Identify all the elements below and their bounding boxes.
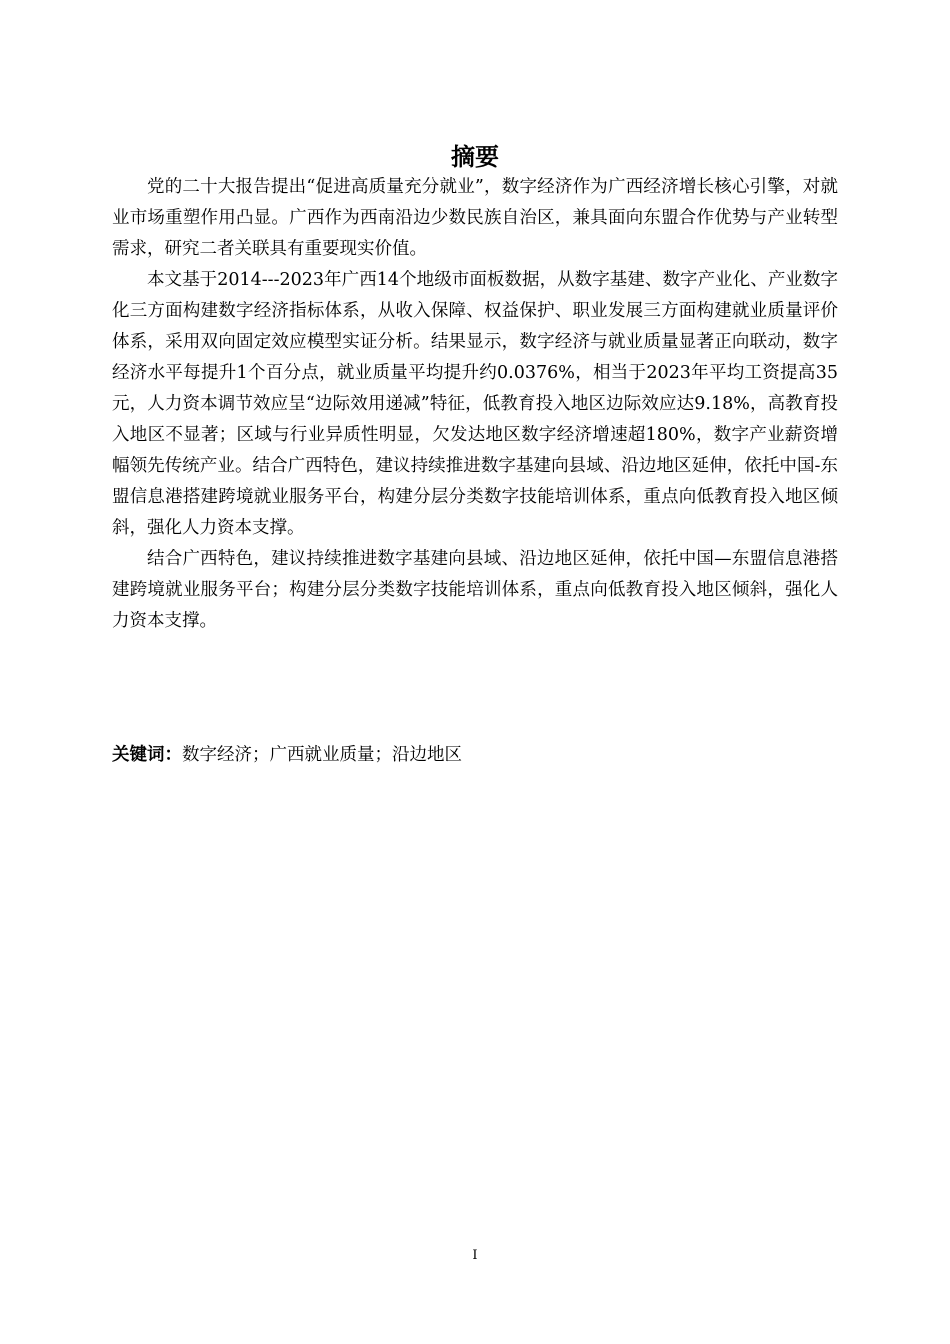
keywords-text: 数字经济；广西就业质量；沿边地区 — [182, 745, 462, 765]
abstract-paragraph-1: 党的二十大报告提出“促进高质量充分就业”，数字经济作为广西经济增长核心引擎，对就业市场重塑作用凸显。广西作为西南沿边少数民族自治区，兼具面向东盟合作优势与产业转型需求，研究二者关联具有重要现实价值。 — [112, 177, 838, 259]
abstract-body — [112, 172, 838, 637]
abstract-paragraph-2: 本文基于2014---2023年广西14个地级市面板数据，从数字基建、数字产业化、产业数字化三方面构建数字经济指标体系，从收入保障、权益保护、职业发展三方面构建就业质量评价体系，采用双向固定效应模型实证分析。结果显示，数字经济与就业质量显著正向联动，数字经济水平每提升1个百分点，就业质量平均提升约0.0376%，相当于2023年平均工资提高35元，人力资本调节效应呈“边际效用递减”特征，低教育投入地区边际效应达9.18%，高教育投入地区不显著；区域与行业异质性明显，欠发达地区数字经济增速超180%，数字产业薪资增幅领先传统产业。结合广西特色，建议持续推进数字基建向县域、沿边地区延伸，依托中国-东盟信息港搭建跨境就业服务平台，构建分层分类数字技能培训体系，重点向低教育投入地区倾斜，强化人力资本支撑。 — [112, 270, 838, 538]
abstract-paragraph-3: 结合广西特色，建议持续推进数字基建向县域、沿边地区延伸，依托中国—东盟信息港搭建跨境就业服务平台；构建分层分类数字技能培训体系，重点向低教育投入地区倾斜，强化人力资本支撑。 — [112, 549, 838, 631]
abstract-title: 摘要 — [451, 143, 499, 171]
page-number: I — [472, 1248, 478, 1263]
keywords-line — [112, 740, 838, 771]
keywords-label: 关键词： — [112, 745, 182, 765]
